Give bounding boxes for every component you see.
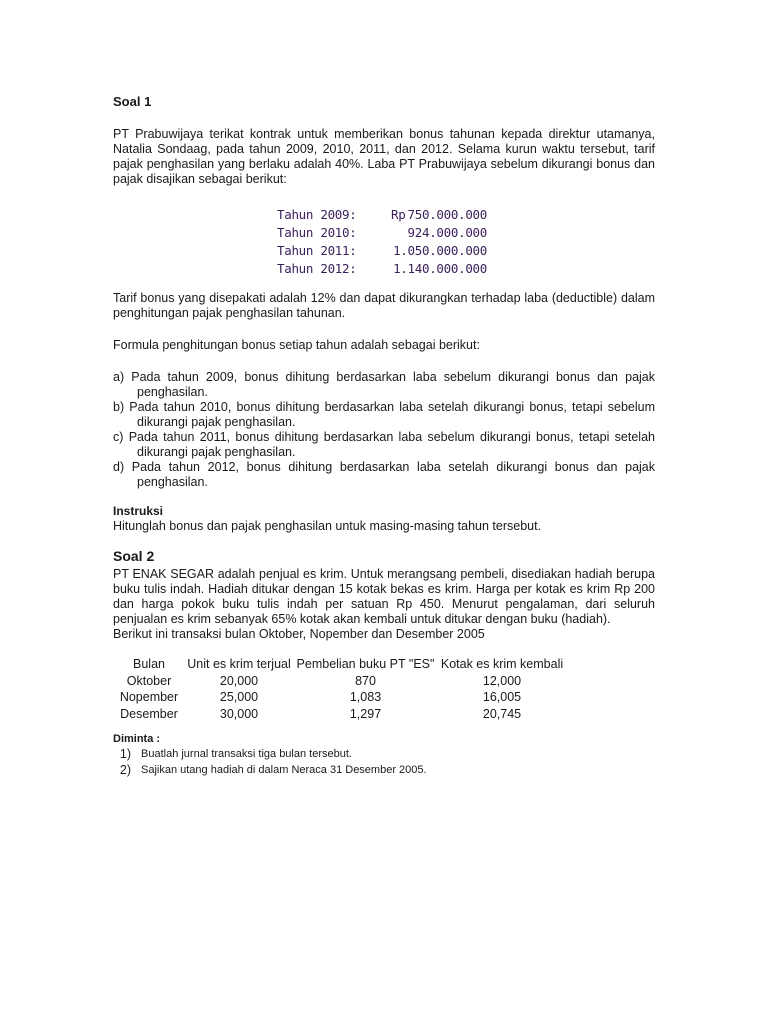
table-row (113, 689, 655, 706)
laba-table (277, 206, 487, 278)
soal2-intro-line: PT ENAK SEGAR adalah penjual es krim. Untuk merangsang pembeli, disediakan hadiah berupa (113, 567, 655, 581)
laba-year: Tahun 2009: (277, 207, 357, 222)
laba-row (277, 206, 487, 224)
formula-item-text: d) Pada tahun 2012, bonus dihitung berdasarkan laba setelah dikurangi bonus dan pajak (113, 460, 655, 474)
cell-bulan: Oktober (126, 673, 172, 688)
diminta-item-number: 1) (119, 747, 131, 761)
formula-item (113, 430, 655, 460)
col-header-bulan: Bulan (133, 657, 165, 671)
diminta-item-text: Buatlah jurnal transaksi tiga bulan tersebut. (141, 748, 352, 760)
formula-item-text: b) Pada tahun 2010, bonus dihitung berdasarkan laba setelah dikurangi bonus, tetapi sebelum (113, 400, 655, 414)
table-row (113, 706, 655, 723)
formula-item-cont: dikurangi pajak penghasilan. (137, 445, 296, 459)
laba-year: Tahun 2012: (277, 261, 357, 276)
formula-item-cont: penghasilan. (137, 475, 208, 489)
cell-unit: 25,000 (219, 690, 259, 704)
soal2-intro-line: dan harga pokok buku tulis indah per satuan Rp 450. Menurut pengalaman, dari seluruh (113, 597, 655, 611)
instruksi-title: Instruksi (113, 504, 164, 518)
formula-item (113, 400, 655, 430)
tarif-line: Tarif bonus yang disepakati adalah 12% dan dapat dikurangkan terhadap laba (deductible) dalam (113, 291, 655, 305)
table-row (113, 673, 655, 690)
soal1-intro-line: PT Prabuwijaya terikat kontrak untuk memberikan bonus tahunan kepada direktur utamanya, (113, 127, 655, 141)
cell-kotak: 20,745 (482, 706, 522, 721)
laba-row (277, 260, 487, 278)
formula-item-text: c) Pada tahun 2011, bonus dihitung berdasarkan laba sebelum dikurangi bonus, tetapi setelah (113, 430, 655, 444)
formula-item-cont: penghasilan. (137, 385, 208, 399)
soal2-title: Soal 2 (113, 548, 155, 564)
soal2-intro (113, 567, 655, 642)
soal2-intro-line: buku tulis indah. Hadiah ditukar dengan 15 kotak bekas es krim. Harga per kotak es krim Rp 200 (113, 582, 655, 596)
soal1-intro-line: Natalia Sondaag, pada tahun 2009, 2010, 2011, dan 2012. Selama kurun waktu tersebut, tarif (113, 142, 655, 156)
soal1-title: Soal 1 (113, 94, 152, 109)
cell-bulan: Nopember (119, 690, 179, 704)
soal2-berikut: Berikut ini transaksi bulan Oktober, Nopember dan Desember 2005 (113, 627, 485, 641)
soal2-intro-line: penjualan es krim sebanyak 65% kotak akan kembali untuk ditukar dengan buku (hadiah). (113, 612, 611, 626)
formula-item-text: a) Pada tahun 2009, bonus dihitung berdasarkan laba sebelum dikurangi bonus dan pajak (113, 370, 655, 384)
formula-item (113, 370, 655, 400)
formula-list (113, 370, 655, 490)
tarif-paragraph (113, 291, 655, 321)
laba-amount: 750.000.000 (407, 207, 487, 222)
laba-row (277, 224, 487, 242)
soal1-intro (113, 127, 655, 187)
laba-currency: Rp (391, 207, 406, 222)
transaksi-header-row (113, 656, 655, 673)
diminta-item-number: 2) (119, 763, 131, 777)
diminta-list (113, 746, 655, 780)
cell-unit: 20,000 (219, 673, 259, 688)
cell-kotak: 16,005 (482, 690, 522, 704)
cell-pembelian: 1,083 (349, 690, 382, 704)
diminta-title: Diminta : (113, 733, 161, 745)
transaksi-table (113, 656, 655, 726)
laba-amount: 924.000.000 (407, 225, 487, 240)
formula-intro: Formula penghitungan bonus setiap tahun adalah sebagai berikut: (113, 338, 480, 352)
laba-year: Tahun 2011: (277, 243, 357, 258)
diminta-item-text: Sajikan utang hadiah di dalam Neraca 31 Desember 2005. (141, 764, 427, 776)
tarif-line: penghitungan pajak penghasilan tahunan. (113, 306, 346, 320)
cell-kotak: 12,000 (482, 673, 522, 688)
col-header-unit: Unit es krim terjual (187, 657, 291, 671)
soal1-intro-line: pajak penghasilan yang berlaku adalah 40%. Laba PT Prabuwijaya sebelum dikurangi bonus dan (113, 157, 655, 171)
instruksi-text: Hitunglah bonus dan pajak penghasilan untuk masing-masing tahun tersebut. (113, 519, 542, 533)
col-header-pembelian: Pembelian buku PT "ES" (296, 657, 435, 671)
diminta-item (113, 746, 655, 762)
formula-item-cont: dikurangi pajak penghasilan. (137, 415, 296, 429)
col-header-kotak: Kotak es krim kembali (440, 657, 564, 671)
cell-unit: 30,000 (219, 706, 259, 721)
laba-amount: 1.140.000.000 (393, 261, 487, 276)
cell-pembelian: 870 (355, 673, 376, 688)
laba-year: Tahun 2010: (277, 225, 357, 240)
cell-bulan: Desember (120, 706, 178, 721)
laba-amount: 1.050.000.000 (393, 243, 487, 258)
formula-item (113, 460, 655, 490)
laba-row (277, 242, 487, 260)
soal1-intro-line: pajak disajikan sebagai berikut: (113, 172, 287, 186)
diminta-item (113, 762, 655, 778)
cell-pembelian: 1,297 (349, 706, 382, 721)
